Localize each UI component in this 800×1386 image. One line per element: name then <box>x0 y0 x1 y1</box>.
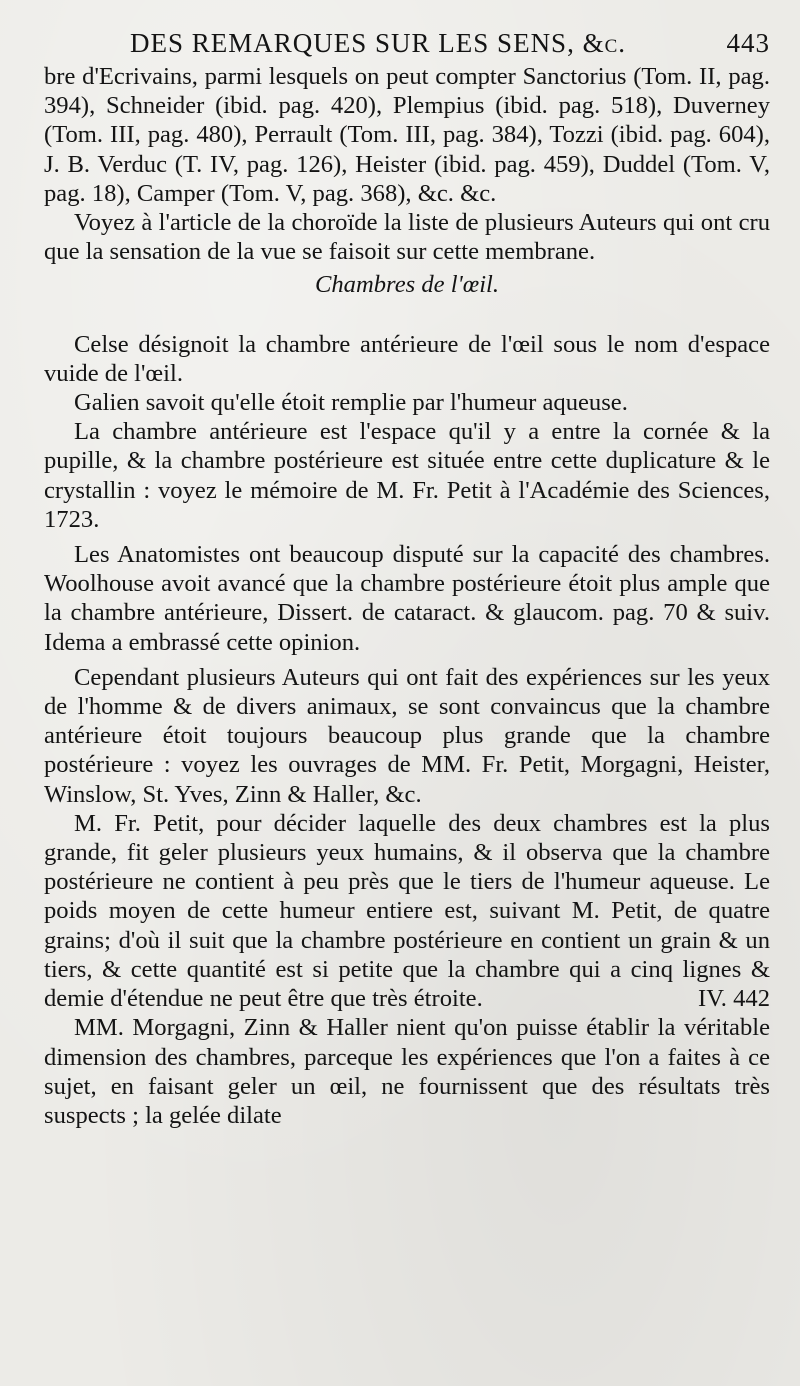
paragraph-authors-experiments: Cependant plusieurs Auteurs qui ont fait des expériences sur les yeux de l'homme & de divers animaux, se sont convaincus que la chambre antérieure étoit toujours beaucoup plus grande que la chambre postérieure : voyez les ouvrages de MM. Fr. Petit, Morgagni, Heister, Winslow, St. Yves, Zinn & Haller, &c. <box>44 663 770 808</box>
paragraph-anatomists-dispute: Les Anatomistes ont beaucoup disputé sur la capacité des chambres. Woolhouse avoit avancé que la chambre postérieure étoit plus ample que la chambre antérieure, Dissert. de cataract. & glaucom. pag. 70 & suiv. Idema a embrassé cette opinion. <box>44 541 770 656</box>
body-text <box>44 62 770 1130</box>
section-heading: Chambres de l'œil. <box>314 271 500 299</box>
running-head <box>44 22 770 62</box>
running-title: DES REMARQUES SUR LES SENS, &c. <box>130 28 627 58</box>
volume-reference: IV. 442 <box>698 985 770 1013</box>
petit-experiment-text: M. Fr. Petit, pour décider laquelle des deux chambres est la plus grande, fit geler plusieurs yeux humains, & il observa que la chambre postérieure ne contient à peu près que le tiers de l'humeur aqueuse. Le poids moyen de cette humeur entiere est, suivant M. Petit, de quatre grains; d'où il suit que la chambre postérieure en contient un grain & un tiers, & cette quantité est si petite que la chambre qui a cinq lignes & demie d'étendue ne peut être que très étroite. <box>44 809 770 1013</box>
paragraph-choroid-reference: Voyez à l'article de la choroïde la liste de plusieurs Auteurs qui ont cru que la sensation de la vue se faisoit sur cette membrane. <box>44 209 770 266</box>
paragraph-morgagni-zinn-haller: MM. Morgagni, Zinn & Haller nient qu'on puisse établir la véritable dimension des chambres, parceque les expériences que l'on a faites à ce sujet, en faisant geler un œil, ne fournissent que des résultats très suspects ; la gelée dilate <box>44 1014 770 1129</box>
paragraph-petit-experiment <box>44 809 770 1013</box>
paragraph-chambers-definition: La chambre antérieure est l'espace qu'il y a entre la cornée & la pupille, & la chambre postérieure est située entre cette duplicature & le crystallin : voyez le mémoire de M. Fr. Petit à l'Académie des Sciences, 1723. <box>44 418 770 533</box>
paragraph-celse: Celse désignoit la chambre antérieure de l'œil sous le nom d'espace vuide de l'œil. <box>44 330 770 387</box>
paragraph-galien: Galien savoit qu'elle étoit remplie par l'humeur aqueuse. <box>74 389 628 417</box>
page-number: 443 <box>726 28 770 58</box>
paragraph-authors-list: bre d'Ecrivains, parmi lesquels on peut compter Sanctorius (Tom. II, pag. 394), Schneider (ibid. pag. 420), Plempius (ibid. pag. 518), Duverney (Tom. III, pag. 480), Perrault (Tom. III, pag. 384), Tozzi (ibid. pag. 604), J. B. Verduc (T. IV, pag. 126), Heister (ibid. pag. 459), Duddel (Tom. V, pag. 18), Camper (Tom. V, pag. 368), &c. &c. <box>44 63 770 207</box>
